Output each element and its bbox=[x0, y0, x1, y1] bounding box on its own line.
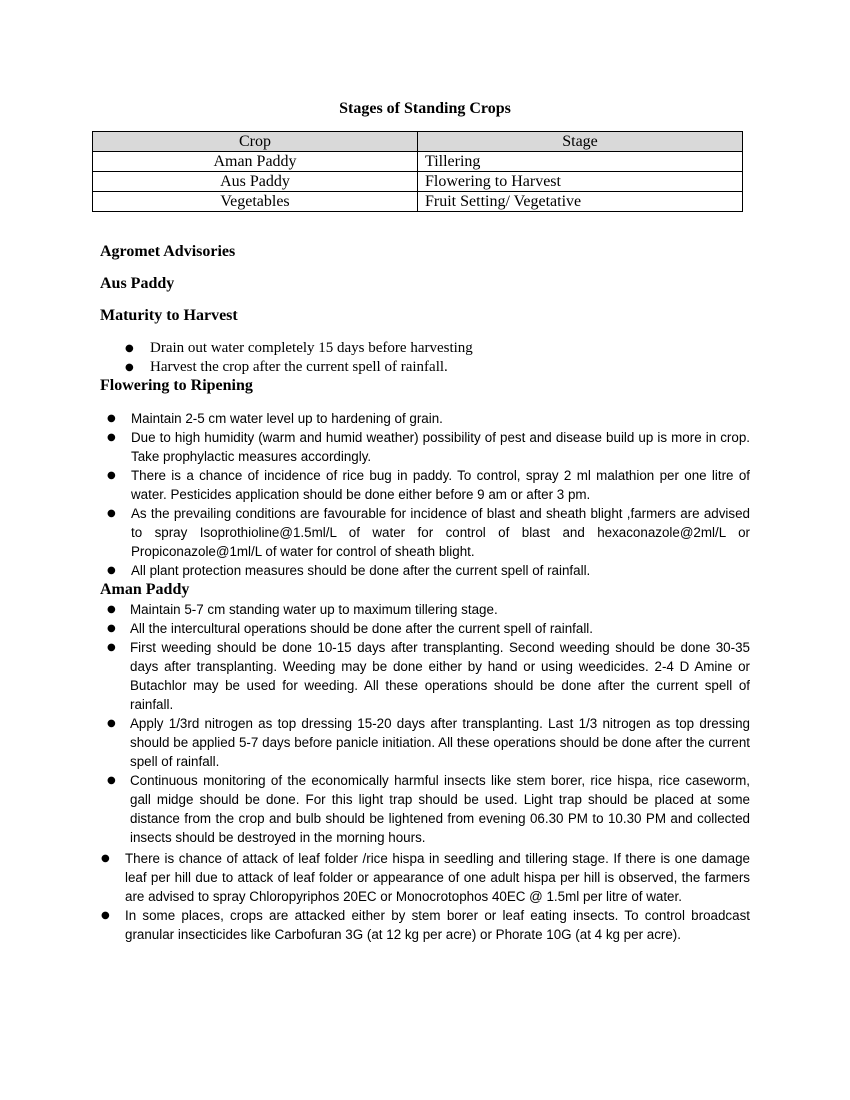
list-item-text: There is a chance of incidence of rice bug in paddy. To control, spray 2 ml malathion per one litre of water. Pesticides application should be done either before 9 am or after 3 pm. bbox=[131, 468, 750, 502]
list-item bbox=[125, 358, 750, 377]
bullet-icon: ● bbox=[125, 343, 134, 354]
bullet-icon: ● bbox=[107, 470, 116, 481]
table-row bbox=[93, 152, 743, 172]
list-item bbox=[107, 771, 750, 847]
aman-list-a bbox=[107, 600, 750, 847]
list-item-text: All plant protection measures should be done after the current spell of rainfall. bbox=[131, 563, 591, 578]
list-item-text: Maintain 5-7 cm standing water up to maximum tillering stage. bbox=[130, 602, 498, 617]
heading-aman-paddy: Aman Paddy bbox=[100, 581, 190, 598]
list-item bbox=[101, 849, 750, 906]
list-item bbox=[107, 561, 750, 580]
aman-list-b bbox=[101, 849, 750, 944]
list-item bbox=[107, 714, 750, 771]
list-item bbox=[125, 339, 750, 358]
bullet-icon: ● bbox=[107, 604, 116, 615]
list-item-text: Apply 1/3rd nitrogen as top dressing 15-20 days after transplanting. Last 1/3 nitrogen as top dressing should be applied 5-7 days before panicle initiation. All these operations should be done after the current spell of rainfall. bbox=[130, 716, 750, 769]
heading-flowering-to-ripening: Flowering to Ripening bbox=[100, 377, 253, 394]
list-item-text: First weeding should be done 10-15 days after transplanting. Second weeding should be done 30-35 days after transplanting. Weeding may be done either by hand or using weedicides. 2-4 D Amine or Butachlor may be used for weeding. All these operations should be done after the current spell of rainfall. bbox=[130, 640, 750, 712]
bullet-icon: ● bbox=[107, 565, 116, 576]
bullet-icon: ● bbox=[107, 642, 116, 653]
list-item bbox=[107, 600, 750, 619]
table-row bbox=[93, 192, 743, 212]
list-item bbox=[107, 504, 750, 561]
list-item-text: Maintain 2-5 cm water level up to hardening of grain. bbox=[131, 411, 443, 426]
maturity-list bbox=[125, 339, 750, 377]
table-header-row bbox=[93, 132, 743, 152]
list-item bbox=[107, 409, 750, 428]
bullet-icon: ● bbox=[107, 413, 116, 424]
stage-cell: Flowering to Harvest bbox=[418, 172, 743, 192]
bullet-icon: ● bbox=[107, 508, 116, 519]
list-item bbox=[107, 619, 750, 638]
list-item-text: All the intercultural operations should be done after the current spell of rainfall. bbox=[130, 621, 593, 636]
crop-stage-table bbox=[92, 131, 743, 212]
heading-maturity-to-harvest: Maturity to Harvest bbox=[100, 307, 238, 324]
list-item bbox=[107, 466, 750, 504]
crop-cell: Vegetables bbox=[93, 192, 418, 212]
list-item-text: In some places, crops are attacked either by stem borer or leaf eating insects. To control broadcast granular insecticides like Carbofuran 3G (at 12 kg per acre) or Phorate 10G (at 4 kg per acre). bbox=[125, 908, 750, 942]
bullet-icon: ● bbox=[101, 910, 110, 921]
list-item-text: Continuous monitoring of the economically harmful insects like stem borer, rice hispa, rice caseworm, gall midge should be done. For this light trap should be used. Light trap should be placed at some distance from the crop and bulb should be lightened from evening 06.30 PM to 10.30 PM and collected insects should be destroyed in the morning hours. bbox=[130, 773, 750, 845]
bullet-icon: ● bbox=[125, 362, 134, 373]
bullet-icon: ● bbox=[107, 775, 116, 786]
list-item bbox=[107, 428, 750, 466]
stage-cell: Fruit Setting/ Vegetative bbox=[418, 192, 743, 212]
bullet-icon: ● bbox=[107, 623, 116, 634]
page-title: Stages of Standing Crops bbox=[339, 100, 511, 117]
crop-cell: Aus Paddy bbox=[93, 172, 418, 192]
crop-cell: Aman Paddy bbox=[93, 152, 418, 172]
stage-cell: Tillering bbox=[418, 152, 743, 172]
bullet-icon: ● bbox=[101, 853, 110, 864]
column-header-stage: Stage bbox=[418, 132, 743, 152]
list-item-text: Harvest the crop after the current spell of rainfall. bbox=[150, 359, 448, 375]
heading-aus-paddy: Aus Paddy bbox=[100, 275, 175, 292]
column-header-crop: Crop bbox=[93, 132, 418, 152]
bullet-icon: ● bbox=[107, 718, 116, 729]
heading-agromet-advisories: Agromet Advisories bbox=[100, 243, 236, 260]
flowering-list bbox=[107, 409, 750, 580]
table-row bbox=[93, 172, 743, 192]
list-item-text: Drain out water completely 15 days before harvesting bbox=[150, 340, 473, 356]
bullet-icon: ● bbox=[107, 432, 116, 443]
list-item bbox=[101, 906, 750, 944]
list-item-text: As the prevailing conditions are favourable for incidence of blast and sheath blight ,farmers are advised to spray Isoprothioline@1.5ml/L of water for control of blast and hexaconazole@2ml/L or Propiconazole@1ml/L of water for control of sheath blight. bbox=[131, 506, 750, 559]
list-item-text: There is chance of attack of leaf folder /rice hispa in seedling and tillering stage. If there is one damage leaf per hill due to attack of leaf folder or appearance of one adult hispa per hill is observed, the farmers are advised to spray Chloropyriphos 20EC or Monocrotophos 40EC @ 1.5ml per litre of water. bbox=[125, 851, 750, 904]
list-item-text: Due to high humidity (warm and humid weather) possibility of pest and disease build up is more in crop. Take prophylactic measures accordingly. bbox=[131, 430, 750, 464]
list-item bbox=[107, 638, 750, 714]
